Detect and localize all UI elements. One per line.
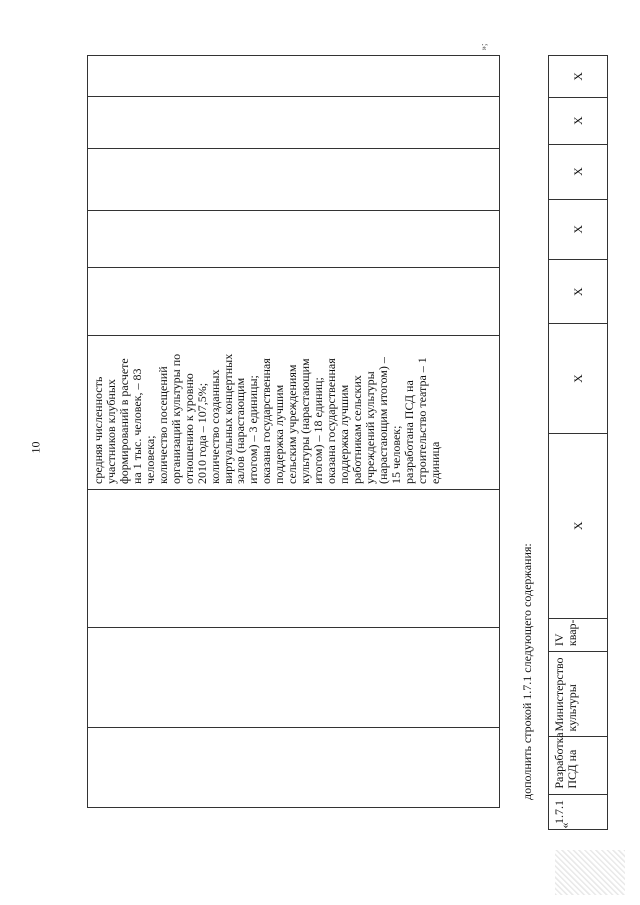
activity-name-line: Разработка: [552, 732, 566, 789]
deadline-line: квар-: [564, 619, 579, 647]
x-value-cell: Х: [549, 97, 608, 144]
deadline-line: IV: [552, 633, 566, 647]
description-line: строительство театра – 1: [414, 357, 429, 484]
description-line: работникам сельских: [350, 375, 365, 484]
description-line: отношению к уровню: [181, 373, 196, 484]
closing-quote-mark: »;: [478, 43, 489, 51]
x-value-cell: Х: [549, 144, 608, 199]
description-line: 15 человек;: [388, 425, 403, 484]
description-line: (нарастающим итогом) –: [375, 357, 390, 484]
description-line: количество посещений: [155, 366, 170, 484]
description-line: организаций культуры по: [168, 353, 183, 484]
description-line: 2010 года – 107,5%;: [194, 382, 209, 484]
description-line: разработана ПСД на: [401, 380, 416, 484]
page-number: 10: [28, 441, 43, 454]
continued-table: [87, 55, 500, 808]
description-line: поддержка лучшим: [337, 384, 352, 484]
activity-name-cell: [549, 732, 608, 794]
description-line: итогом) – 18 единиц;: [311, 377, 326, 484]
description-line: единица: [427, 441, 442, 484]
table-row: [549, 56, 608, 830]
description-line: средняя численность: [91, 376, 105, 484]
executor-cell: [549, 652, 608, 737]
description-line: человека;: [142, 435, 157, 484]
executor-line: культуры: [564, 684, 579, 732]
description-line: на 1 тыс. человек, – 83: [129, 368, 144, 484]
x-value-cell: Х: [549, 433, 608, 618]
x-value-cell: Х: [549, 56, 608, 98]
activity-name-line: ПСД на: [564, 749, 579, 789]
empty-cell: [88, 97, 500, 149]
amendment-intro: дополнить строкой 1.7.1 следующего содержания:: [520, 543, 534, 800]
empty-cell: [88, 211, 500, 268]
description-line: оказана государственная: [324, 358, 339, 484]
description-line: виртуальных концертных: [220, 353, 235, 484]
description-line: учреждений культуры: [363, 371, 378, 484]
description-line: участников клубных: [103, 379, 118, 484]
description-line: залов (нарастающим: [233, 377, 248, 484]
result-description-cell: [88, 336, 500, 490]
deadline-cell: [549, 618, 608, 651]
x-value-cell: Х: [549, 199, 608, 259]
description-line: количество созданных: [207, 369, 222, 484]
new-row-table: [548, 55, 608, 830]
description-line: культуры (нарастающим: [298, 358, 313, 484]
x-value-cell: Х: [549, 324, 608, 433]
empty-cell: [88, 149, 500, 211]
description-line: поддержка лучшим: [272, 384, 287, 484]
empty-cell: [88, 268, 500, 336]
empty-cell: [88, 728, 500, 808]
description-line: оказана государственная: [259, 358, 274, 484]
table-row: [88, 56, 500, 808]
opening-quote-mark: «: [557, 822, 572, 829]
empty-cell: [88, 56, 500, 97]
description-line: итогом) – 3 единицы;: [246, 375, 261, 484]
executor-line: Министерство: [552, 657, 566, 732]
empty-cell: [88, 490, 500, 628]
description-line: сельским учреждениям: [285, 364, 300, 484]
empty-cell: [88, 628, 500, 728]
description-line: формирований в расчете: [116, 358, 131, 484]
x-value-cell: Х: [549, 259, 608, 324]
row-number-cell: 1.7.1: [549, 794, 608, 829]
scan-stamp-artifact: [555, 850, 625, 895]
